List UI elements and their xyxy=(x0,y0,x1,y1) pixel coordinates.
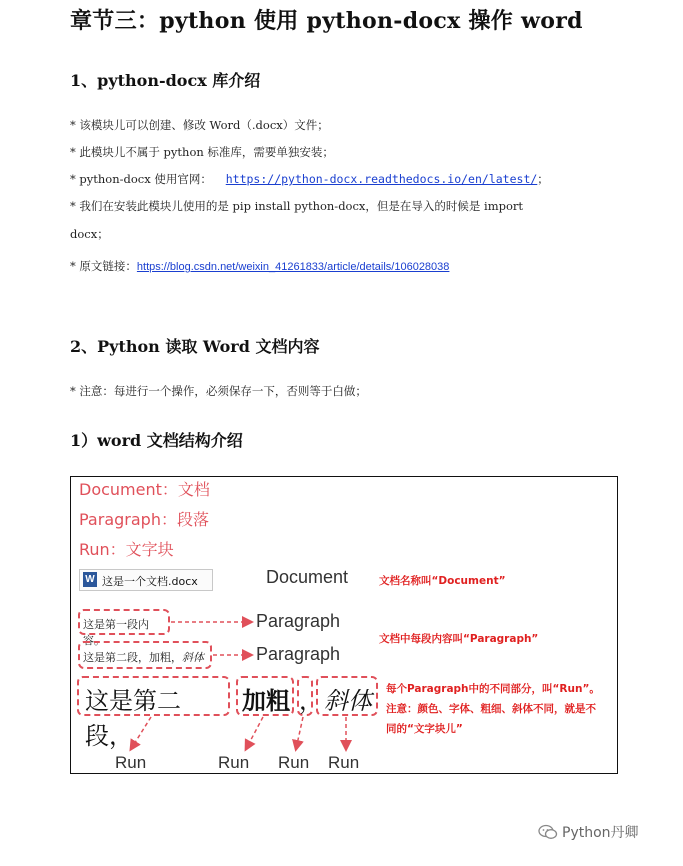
page-title: 章节三：python 使用 python-docx 操作 word xyxy=(70,8,583,34)
run-label-4: Run xyxy=(328,753,360,772)
arrow-run-1 xyxy=(131,717,151,749)
legend-run: Run：文字块 xyxy=(79,540,174,559)
section2-subheading: 1）word 文档结构介绍 xyxy=(70,431,243,450)
bullet-not-stdlib xyxy=(70,144,334,160)
paragraph-label-1: Paragraph xyxy=(256,611,341,631)
section1-heading: 1、python-docx 库介绍 xyxy=(70,71,261,90)
bullet-install-note xyxy=(70,198,523,214)
paragraph1-text: 这是第一段内容。 xyxy=(83,618,149,647)
legend-document: Document：文档 xyxy=(79,480,210,499)
source-link[interactable]: https://blog.csdn.net/weixin_41261833/article/details/106028038 xyxy=(136,261,450,273)
arrow-run-3 xyxy=(296,717,303,749)
document-label: Document xyxy=(266,567,349,587)
bullet-text: * 该模块儿可以创建、修改 Word（.docx）文件； xyxy=(70,118,329,132)
wechat-icon xyxy=(538,824,558,844)
arrow-run-2 xyxy=(246,717,263,749)
link-suffix: ； xyxy=(537,172,549,186)
run-text-3: ， xyxy=(299,687,323,715)
word-structure-figure xyxy=(70,476,618,774)
note-text: * 注意：每进行一个操作，必须保存一下，否则等于白做； xyxy=(70,384,367,398)
paragraph-label-2: Paragraph xyxy=(256,644,341,664)
note-document: 文档名称叫“Document” xyxy=(379,575,506,587)
run-text-4: 斜体 xyxy=(324,687,372,715)
legend-paragraph: Paragraph：段落 xyxy=(79,510,209,529)
note-paragraph: 文档中每段内容叫“Paragraph” xyxy=(379,633,539,645)
run-label-1: Run xyxy=(115,753,147,772)
bullet-official-site xyxy=(70,171,549,187)
note-run-3: 同的“文字块儿” xyxy=(386,723,463,735)
bullet-text: * 我们在安装此模块儿使用的是 pip install python-docx，但是在导入的时候是 import xyxy=(70,199,524,213)
note-run-1: 每个Paragraph中的不同部分，叫“Run”。 xyxy=(386,683,600,695)
paragraph2-main: 这是第二段，加粗， xyxy=(83,651,182,664)
bullet-text: * 此模块儿不属于 python 标准库，需要单独安装； xyxy=(70,145,334,159)
bullet-text: * python-docx 使用官网： xyxy=(70,172,212,186)
save-note xyxy=(70,383,367,399)
run-text-1: 这是第二段， xyxy=(85,687,181,750)
bullet-source-link xyxy=(70,258,449,274)
run-text-2: 加粗 xyxy=(242,687,290,715)
watermark-text: Python丹卿 xyxy=(562,825,639,841)
watermark xyxy=(538,822,639,844)
section2-heading: 2、Python 读取 Word 文档内容 xyxy=(70,337,320,356)
bullet-create-modify xyxy=(70,117,329,133)
run-label-2: Run xyxy=(218,753,250,772)
official-site-link[interactable]: https://python-docx.readthedocs.io/en/latest/ xyxy=(225,172,538,186)
word-file-icon: W xyxy=(83,572,97,587)
bullet-install-note-cont xyxy=(70,226,109,242)
run-label-3: Run xyxy=(278,753,310,772)
doc-file-name: 这是一个文档.docx xyxy=(102,575,198,588)
bullet-text: docx； xyxy=(70,227,109,241)
figure-arrows xyxy=(71,477,617,773)
bullet-text: * 原文链接： xyxy=(70,259,137,273)
paragraph2-italic: 斜体 xyxy=(182,651,204,664)
note-run-2: 注意：颜色、字体、粗细、斜体不同，就是不 xyxy=(386,703,596,715)
